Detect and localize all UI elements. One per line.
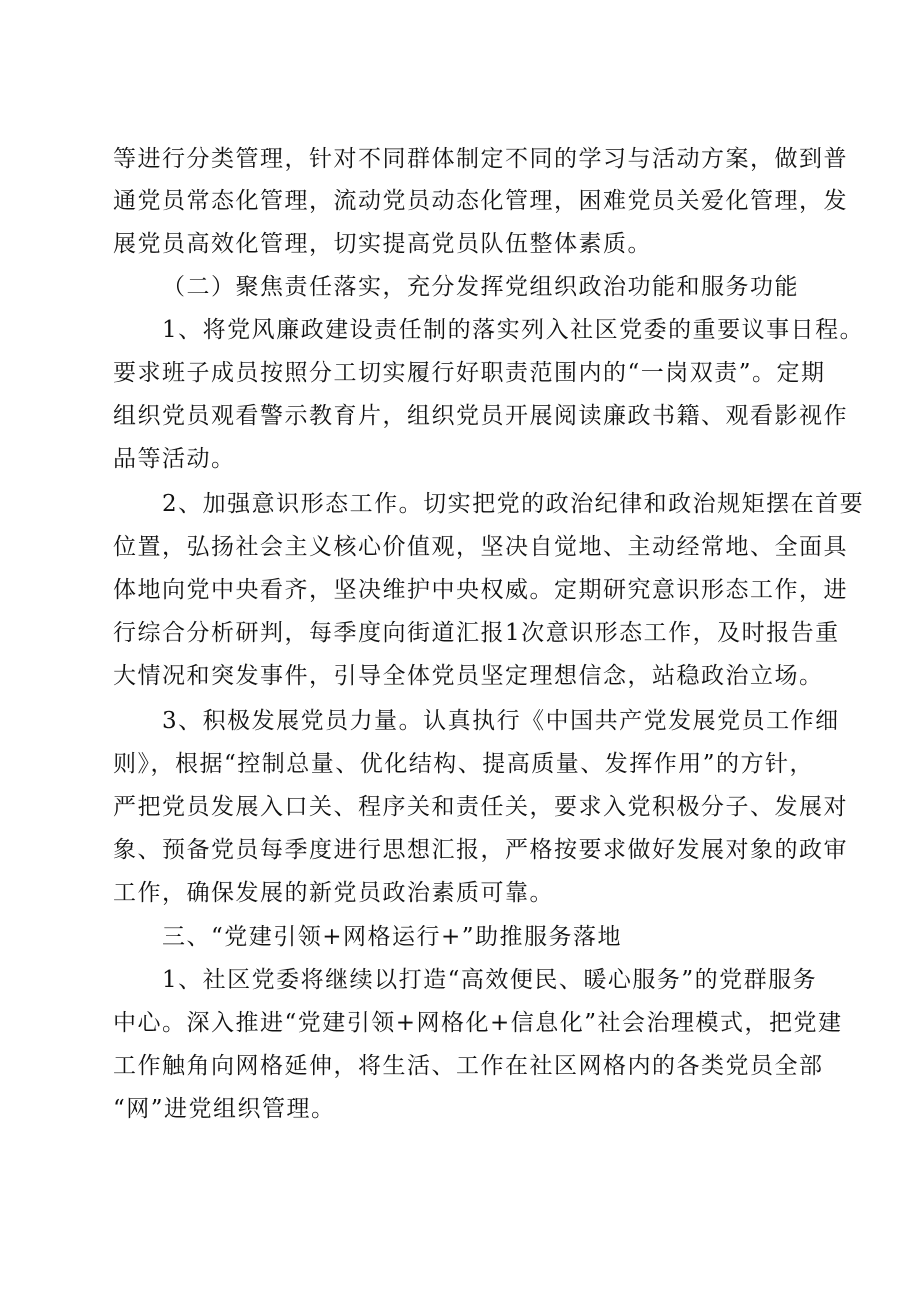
- text-line: 品等活动。: [113, 446, 236, 472]
- section-heading: （二）聚焦责任落实，充分发挥党组织政治功能和服务功能: [162, 274, 799, 300]
- text-line: 1、社区党委将继续以打造“高效便民、暖心服务”的党群服务: [162, 967, 818, 993]
- text-line: 工作触角向网格延伸，将生活、工作在社区网格内的各类党员全部: [113, 1053, 824, 1079]
- text-line: 体地向党中央看齐，坚决维护中央权威。定期研究意识形态工作，进: [113, 577, 848, 603]
- text-line: 严把党员发展入口关、程序关和责任关，要求入党积极分子、发展对: [113, 794, 848, 820]
- text-line: 等进行分类管理，针对不同群体制定不同的学习与活动方案，做到普: [113, 146, 848, 172]
- text-line: 1、将党风廉政建设责任制的落实列入社区党委的重要议事日程。: [162, 317, 865, 343]
- text-line: “网”进党组织管理。: [113, 1096, 336, 1122]
- text-line: 位置，弘扬社会主义核心价值观，坚决自觉地、主动经常地、全面具: [113, 534, 848, 560]
- text-line: 2、加强意识形态工作。切实把党的政治纪律和政治规矩摆在首要: [162, 491, 865, 517]
- text-line: 展党员高效化管理，切实提高党员队伍整体素质。: [113, 231, 652, 257]
- text-line: 行综合分析研判，每季度向街道汇报1次意识形态工作，及时报告重: [113, 620, 840, 646]
- section-heading: 三、“党建引领+网格运行+”助推服务落地: [162, 924, 623, 950]
- text-line: 大情况和突发事件，引导全体党员坚定理想信念，站稳政治立场。: [113, 663, 824, 689]
- text-line: 要求班子成员按照分工切实履行好职责范围内的“一岗双责”。定期: [113, 360, 826, 386]
- text-line: 则》，根据“控制总量、优化结构、提高质量、发挥作用”的方针，: [113, 751, 815, 777]
- text-line: 通党员常态化管理，流动党员动态化管理，困难党员关爱化管理，发: [113, 188, 848, 214]
- text-line: 工作，确保发展的新党员政治素质可靠。: [113, 880, 554, 906]
- text-line: 中心。深入推进“党建引领+网格化+信息化”社会治理模式，把党建: [113, 1010, 843, 1036]
- text-line: 象、预备党员每季度进行思想汇报，严格按要求做好发展对象的政审: [113, 837, 848, 863]
- text-line: 3、积极发展党员力量。认真执行《中国共产党发展党员工作细: [162, 708, 840, 734]
- text-line: 组织党员观看警示教育片，组织党员开展阅读廉政书籍、观看影视作: [113, 403, 848, 429]
